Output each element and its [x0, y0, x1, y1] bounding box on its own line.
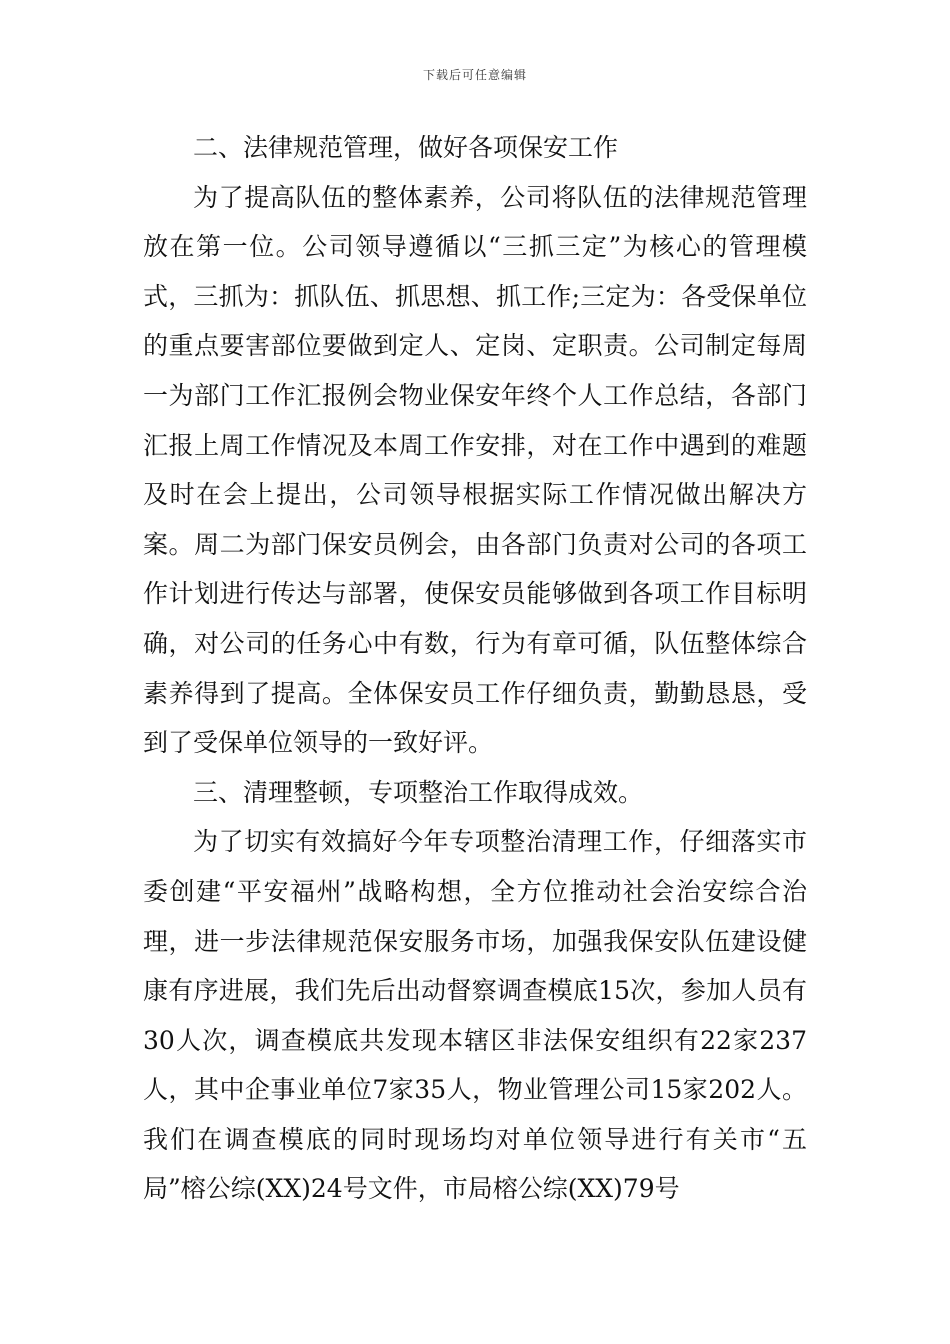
document-body: [143, 123, 807, 1214]
section-heading-3: 三、清理整顿，专项整治工作取得成效。: [193, 777, 644, 807]
paragraph-legal-management: 为了提高队伍的整体素养，公司将队伍的法律规范管理放在第一位。公司领导遵循以“三抓三定”为核心的管理模式，三抓为：抓队伍、抓思想、抓工作;三定为：各受保单位的重点要害部位要做到定人、定岗、定职责。公司制定每周一为部门工作汇报例会物业保安年终个人工作总结，各部门汇报上周工作情况及本周工作安排，对在工作中遇到的难题及时在会上提出，公司领导根据实际工作情况做出解决方案。周二为部门保安员例会，由各部门负责对公司的各项工作计划进行传达与部署，使保安员能够做到各项工作目标明确，对公司的任务心中有数，行为有章可循，队伍整体综合素养得到了提高。全体保安员工作仔细负责，勤勤恳恳，受到了受保单位领导的一致好评。: [143, 182, 807, 758]
header-note: 下载后可任意编辑: [422, 68, 527, 82]
section-heading-2: 二、法律规范管理，做好各项保安工作: [193, 133, 619, 162]
paragraph-special-rectification: 为了切实有效搞好今年专项整治清理工作，仔细落实市委创建“平安福州”战略构想，全方位推动社会治安综合治理，进一步法律规范保安服务市场，加强我保安队伍建设健康有序进展，我们先后出动督察调查模底15次，参加人员有30人次，调查模底共发现本辖区非法保安组织有22家237人，其中企事业单位7家35人，物业管理公司15家202人。我们在调查模底的同时现场均对单位领导进行有关市“五局”榕公综(XX)24号文件，市局榕公综(XX)79号: [143, 827, 807, 1204]
